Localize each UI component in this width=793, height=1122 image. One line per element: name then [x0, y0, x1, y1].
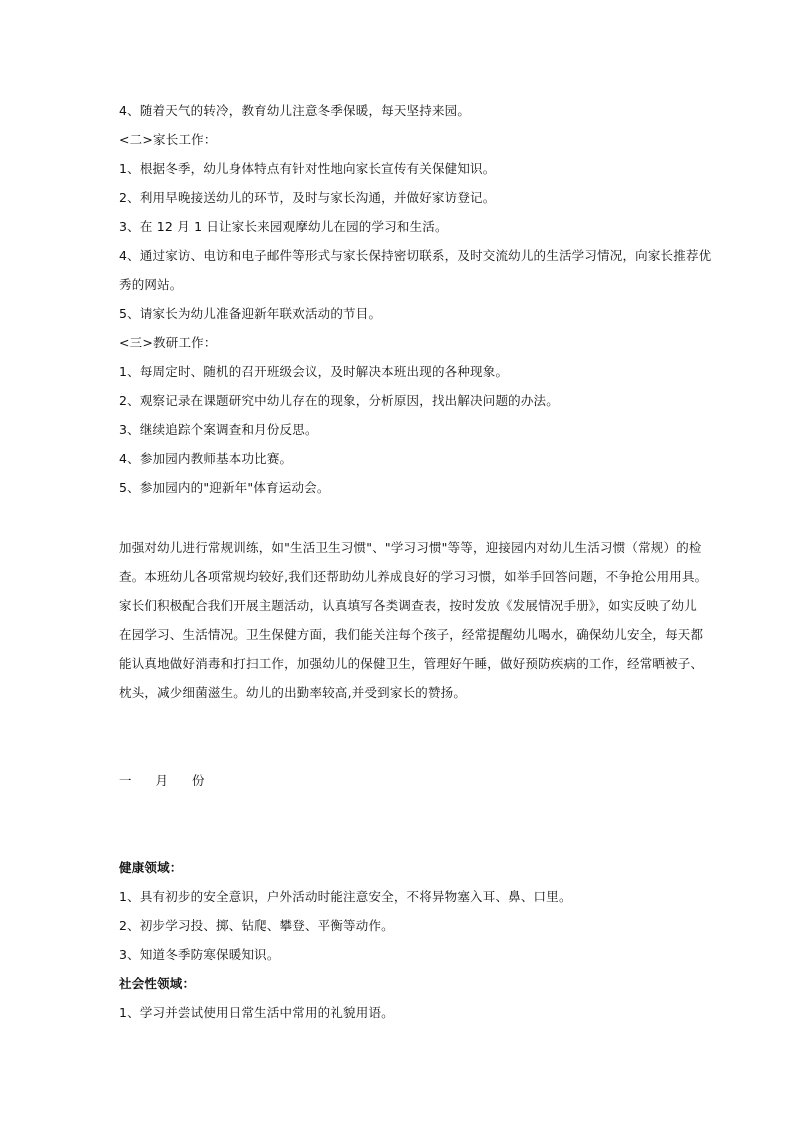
list-item: 4、随着天气的转冷，教育幼儿注意冬季保暖，每天坚持来园。 — [119, 103, 471, 118]
paragraph-line: 查。本班幼儿各项常规均较好,我们还帮助幼儿养成良好的学习习惯，如举手回答问题，不争抢公用用具。 — [119, 569, 708, 584]
list-item: 1、根据冬季，幼儿身体特点有针对性地向家长宣传有关保健知识。 — [119, 161, 496, 176]
list-item: 4、参加园内教师基本功比赛。 — [119, 451, 293, 466]
list-item: 1、具有初步的安全意识，户外活动时能注意安全，不将异物塞入耳、鼻、口里。 — [119, 889, 572, 904]
list-item: 3、继续追踪个案调查和月份反思。 — [119, 422, 318, 437]
list-item: 3、在 12 月 1 日让家长来园观摩幼儿在园的学习和生活。 — [119, 219, 448, 234]
paragraph-line: 在园学习、生活情况。卫生保健方面，我们能关注每个孩子，经常提醒幼儿喝水，确保幼儿安全，每天都 — [119, 627, 704, 642]
paragraph-line: 能认真地做好消毒和打扫工作，加强幼儿的保健卫生，管理好午睡，做好预防疾病的工作，经常晒被子、 — [119, 656, 704, 671]
paragraph-line: 枕头，减少细菌滋生。幼儿的出勤率较高,并受到家长的赞扬。 — [119, 685, 467, 700]
list-item: 1、每周定时、随机的召开班级会议，及时解决本班出现的各种现象。 — [119, 364, 509, 379]
list-item: 5、参加园内的"迎新年"体育运动会。 — [119, 480, 330, 495]
list-item: 2、初步学习投、掷、钻爬、攀登、平衡等动作。 — [119, 918, 394, 933]
section-heading-social-domain: 社会性领域： — [119, 976, 196, 991]
paragraph-line: 加强对幼儿进行常规训练，如"生活卫生习惯"、"学习习惯"等等，迎接园内对幼儿生活习惯（常规）的检 — [119, 540, 702, 555]
list-item: 5、请家长为幼儿准备迎新年联欢活动的节目。 — [119, 306, 382, 321]
list-item: 2、观察记录在课题研究中幼儿存在的现象，分析原因，找出解决问题的办法。 — [119, 393, 559, 408]
month-title: 一 月 份 — [119, 773, 215, 788]
list-item: 2、利用早晚接送幼儿的环节，及时与家长沟通，并做好家访登记。 — [119, 190, 496, 205]
section-heading-research-work: <三>教研工作： — [119, 335, 217, 350]
list-item: 秀的网站。 — [119, 277, 183, 292]
section-heading-parent-work: <二>家长工作： — [119, 132, 217, 147]
list-item: 4、通过家访、电访和电子邮件等形式与家长保持密切联系，及时交流幼儿的生活学习情况，向家长推荐优 — [119, 248, 712, 263]
paragraph-line: 家长们积极配合我们开展主题活动，认真填写各类调查表，按时发放《发展情况手册》，如实反映了幼儿 — [119, 598, 697, 613]
section-heading-health-domain: 健康领域： — [119, 860, 183, 875]
list-item: 3、知道冬季防寒保暖知识。 — [119, 947, 280, 962]
list-item: 1、学习并尝试使用日常生活中常用的礼貌用语。 — [119, 1005, 394, 1020]
